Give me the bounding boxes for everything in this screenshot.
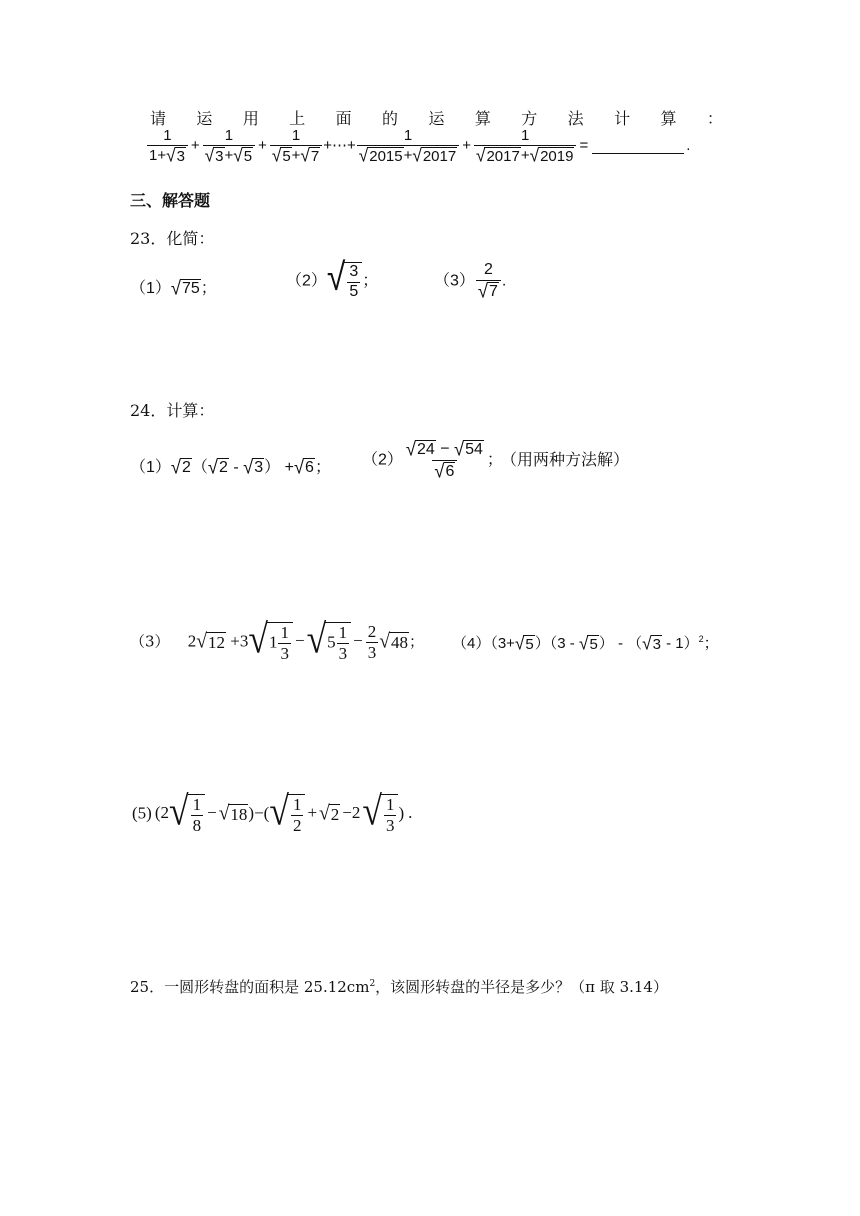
series-term-4: 1 √ 2015 + √ 2017 [357,128,459,165]
instruction-char: 计 [614,109,631,128]
q23-part-3: （3） 2 √ 7 . [434,261,507,302]
q24-part-1: （1） √ 2 （ √ 2 - √ 3 ） + √ 6 ； [130,455,331,478]
series-term-5: 1 √ 2017 + √ 2019 [474,128,576,165]
series-term-1: 1 1+ √ 3 [147,128,188,165]
instruction-char: 算 [660,109,677,128]
instruction-char: 请 [150,109,167,128]
q23-part-2: （2） √ $\frac{3}{5}$ ； [286,256,379,300]
series-expression: 1 1+ √ 3 + 1 √ 3 + √ 5 + 1 √ 5 + √ 7 +⋯+ 1 √ 2015 + √ 2017 + 1 √ 2017 + √ 2019 = . [149,127,691,166]
q25-text: 25．一圆形转盘的面积是 $25.12cm^2$，该圆形转盘的半径是多少？（π 取 3.14） [130,978,668,996]
instruction-char: 方 [521,109,538,128]
q24-part-2-note: （用两种方法解） [508,451,629,469]
q24-part-4: （4）（3+ √ 5 ）（3 - √ 5 ） - （ √ 3 - 1）$^2$； [452,632,719,654]
instruction-char: 运 [428,109,445,128]
q24-part-2: （2） √ 24 − √ 54 √ 6 ； （用两种方法解） [362,437,629,482]
instruction-line [150,106,723,129]
instruction-char: 运 [196,109,213,128]
instruction-char: 上 [289,109,306,128]
answer-blank[interactable] [592,139,684,154]
series-term-3: 1 √ 5 + √ 7 [270,128,322,165]
q24-part-5: (5) (2 √ $\frac{1}{8}$ − √ 18 )−( √ $\frac{1}{2}$ + √ 2 −2 √ $\frac{1}{3}$ ) . [132,787,413,835]
instruction-char: ： [706,109,723,128]
instruction-char: 的 [382,109,399,128]
instruction-char: 用 [242,109,259,128]
q23-label: 23．化简： [130,229,215,248]
series-term-2: 1 √ 3 + √ 5 [203,128,255,165]
q24-label: 24．计算： [130,401,215,420]
section-title: 三、解答题 [130,191,211,210]
instruction-char: 法 [567,109,584,128]
instruction-char: 面 [335,109,352,128]
q23-part-1: （1） √ 75 ； [130,276,217,299]
instruction-char: 算 [474,109,491,128]
series-ellipsis: +⋯+ [323,137,356,155]
q24-part-3: （3） 2 √ 12 +3 √ 1 $\frac{1}{3}$ − √ 5 $\frac{1}{3}$ − $\frac{2}{3}$ √ 48 ； [130,615,424,663]
